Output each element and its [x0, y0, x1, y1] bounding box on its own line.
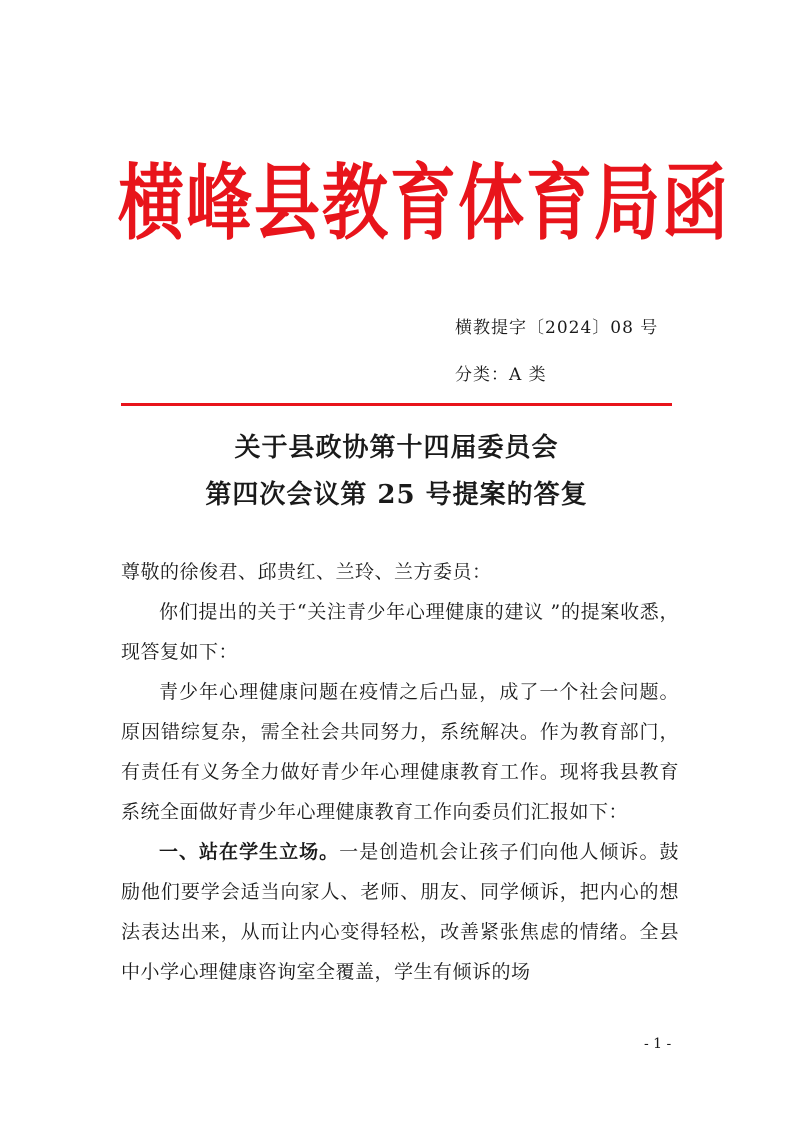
document-category: 分类：A 类 [455, 365, 547, 385]
letter-body [121, 552, 679, 992]
page-number: - 1 - [644, 1036, 672, 1052]
paragraph-section-1 [121, 832, 679, 992]
paragraph-acknowledgement: 你们提出的关于“关注青少年心理健康的建议 ”的提案收悉，现答复如下： [121, 601, 679, 663]
paragraph-background: 青少年心理健康问题在疫情之后凸显，成了一个社会问题。原因错综复杂，需全社会共同努力，系统解决。作为教育部门，有责任有义务全力做好青少年心理健康教育工作。现将我县教育系统全面做好青少年心理健康教育工作向委员们汇报如下： [121, 681, 679, 823]
salutation: 尊敬的徐俊君、邱贵红、兰玲、兰方委员： [121, 561, 492, 583]
document-number: 横教提字〔2024〕08 号 [455, 318, 659, 338]
letterhead-title: 横峰县教育体育局函 [118, 155, 730, 252]
red-divider [121, 403, 672, 406]
reply-title-line-2: 第四次会议第 25 号提案的答复 [205, 480, 588, 510]
reply-title-line-1: 关于县政协第十四届委员会 [234, 433, 559, 463]
section-text: 一是创造机会让孩子们向他人倾诉。鼓励他们要学会适当向家人、老师、朋友、同学倾诉，把内心的想法表达出来，从而让内心变得轻松，改善紧张焦虑的情绪。全县中小学心理健康咨询室全覆盖，学生有倾诉的场 [121, 841, 679, 983]
section-heading: 一、站在学生立场。 [159, 841, 340, 863]
